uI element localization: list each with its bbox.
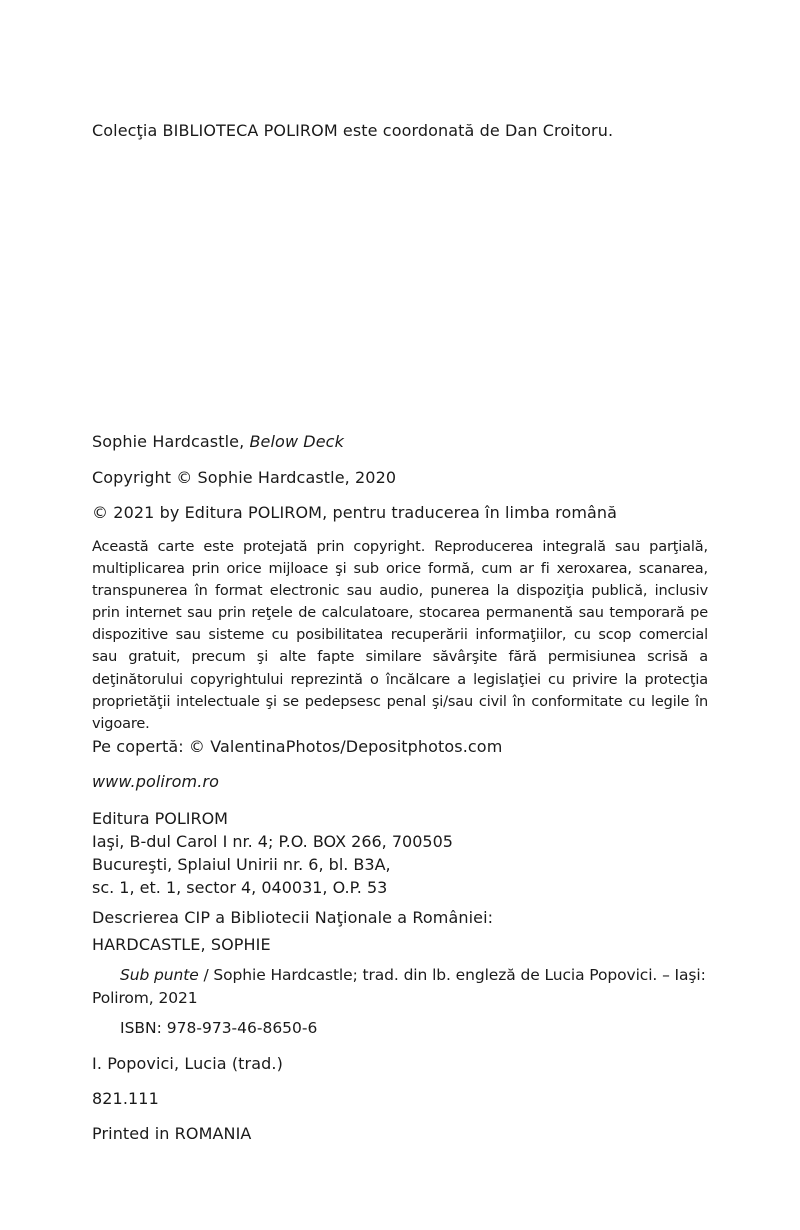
website: www.polirom.ro — [92, 772, 219, 791]
copyright-original: Copyright © Sophie Hardcastle, 2020 — [92, 468, 397, 487]
cip-author-heading: HARDCASTLE, SOPHIE — [92, 935, 271, 954]
copyright-translation: © 2021 by Editura POLIROM, pentru traducerea în limba română — [92, 503, 618, 522]
cip-title: Sub punte — [120, 966, 199, 984]
original-title-line — [92, 432, 344, 452]
legal-notice: Această carte este protejată prin copyright. Reproducerea integrală sau parţială, multiplicarea prin orice mijloace şi sub orice formă, cum ar fi xeroxarea, scanarea, transpunerea în format electronic sau audio, punerea la dispoziţia publică, inclusiv prin internet sau prin reţele de calculatoare, stocarea permanentă sau temporară pe dispozitive sau sisteme cu posibilitatea recuperării informaţiilor, cu scop comercial sau gratuit, precum şi alte fapte similare săvârşite fără permisiunea scrisă a deţinătorului copyrightului reprezintă o încălcare a legislaţiei cu privire la protecţia proprietăţii intelectuale şi se pedepsesc penal şi/sau civil în conformitate cu legile în vigoare. — [92, 539, 708, 732]
address-line: Bucureşti, Splaiul Unirii nr. 6, bl. B3A, — [92, 855, 391, 874]
isbn: ISBN: 978-973-46-8650-6 — [120, 1019, 318, 1037]
original-title: Below Deck — [249, 432, 344, 451]
cip-heading: Descrierea CIP a Bibliotecii Naţionale a României: — [92, 908, 494, 927]
cip-entry-rest: / Sophie Hardcastle; trad. din lb. engleză de Lucia Popovici. – Iaşi: Polirom, 2021 — [92, 966, 706, 1007]
publisher-address — [92, 807, 453, 899]
publisher-name: Editura POLIROM — [92, 809, 228, 828]
printed-in: Printed in ROMANIA — [92, 1124, 252, 1143]
cip-translator: I. Popovici, Lucia (trad.) — [92, 1054, 283, 1073]
cover-credit: Pe copertă: © ValentinaPhotos/Depositphotos.com — [92, 737, 503, 756]
cip-entry — [92, 964, 708, 1010]
cip-classification: 821.111 — [92, 1089, 159, 1108]
address-line: Iaşi, B-dul Carol I nr. 4; P.O. BOX 266, 700505 — [92, 832, 453, 851]
collection-note: Colecţia BIBLIOTECA POLIROM este coordonată de Dan Croitoru. — [92, 121, 614, 140]
original-author: Sophie Hardcastle, — [92, 432, 250, 451]
address-line: sc. 1, et. 1, sector 4, 040031, O.P. 53 — [92, 878, 388, 897]
